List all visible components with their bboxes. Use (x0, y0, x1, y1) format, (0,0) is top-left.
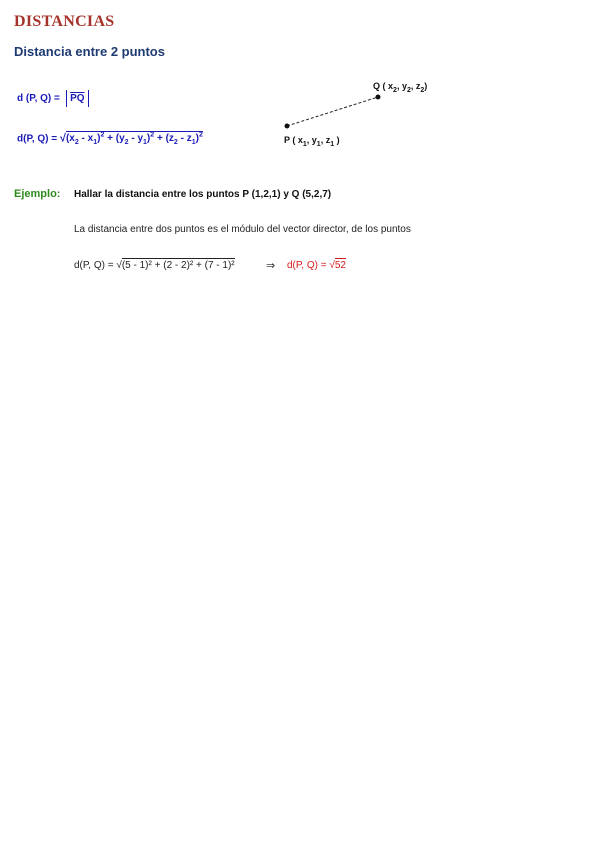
calc-sqrt-symbol: √ (116, 260, 122, 271)
formula1-lhs: d (P, Q) = (17, 93, 60, 105)
example-label: Ejemplo: (14, 188, 61, 200)
abs-bar-right (88, 90, 89, 107)
section-subtitle: Distancia entre 2 puntos (14, 44, 165, 59)
point-p-dot (285, 124, 290, 129)
sqrt-symbol: √ (59, 132, 66, 145)
point-q-label: Q ( $x_2$, $y_2$, $z_2$) (373, 81, 428, 94)
page-title: DISTANCIAS (14, 13, 115, 30)
distance-coordinates-formula (17, 132, 203, 146)
result-value: 52 (334, 260, 346, 271)
example-explanation: La distancia entre dos puntos es el módulo del vector director, de los puntos (74, 224, 411, 235)
vector-pq: $\overline{PQ}$ (70, 93, 85, 105)
example-statement: Hallar la distancia entre los puntos P (1,2,1) y Q (5,2,7) (74, 189, 332, 200)
calc-lhs: d(P, Q) = (74, 260, 114, 271)
implies-arrow: ⇒ (266, 260, 276, 272)
abs-bar-left (66, 90, 67, 107)
distance-definition-formula (17, 90, 92, 107)
point-p-label: P ( $x_1$, $y_1$, $z_1$ ) (284, 135, 340, 148)
example-result (287, 260, 346, 271)
calc-radicand: (5 - 1)² + (2 - 2)² + (7 - 1)² (121, 260, 235, 271)
segment-pq (287, 97, 378, 126)
result-sqrt-symbol: √ (329, 260, 335, 271)
formula2-lhs: d(P, Q) = (17, 133, 58, 145)
points-diagram (280, 90, 390, 132)
result-lhs: d(P, Q) = (287, 260, 327, 271)
example-calculation (74, 260, 235, 271)
formula2-radicand: $(x_2 - x_1)^2 + (y_2 - y_1)^2 + (z_2 - z_1)^2$ (65, 132, 203, 147)
point-q-dot (376, 95, 381, 100)
